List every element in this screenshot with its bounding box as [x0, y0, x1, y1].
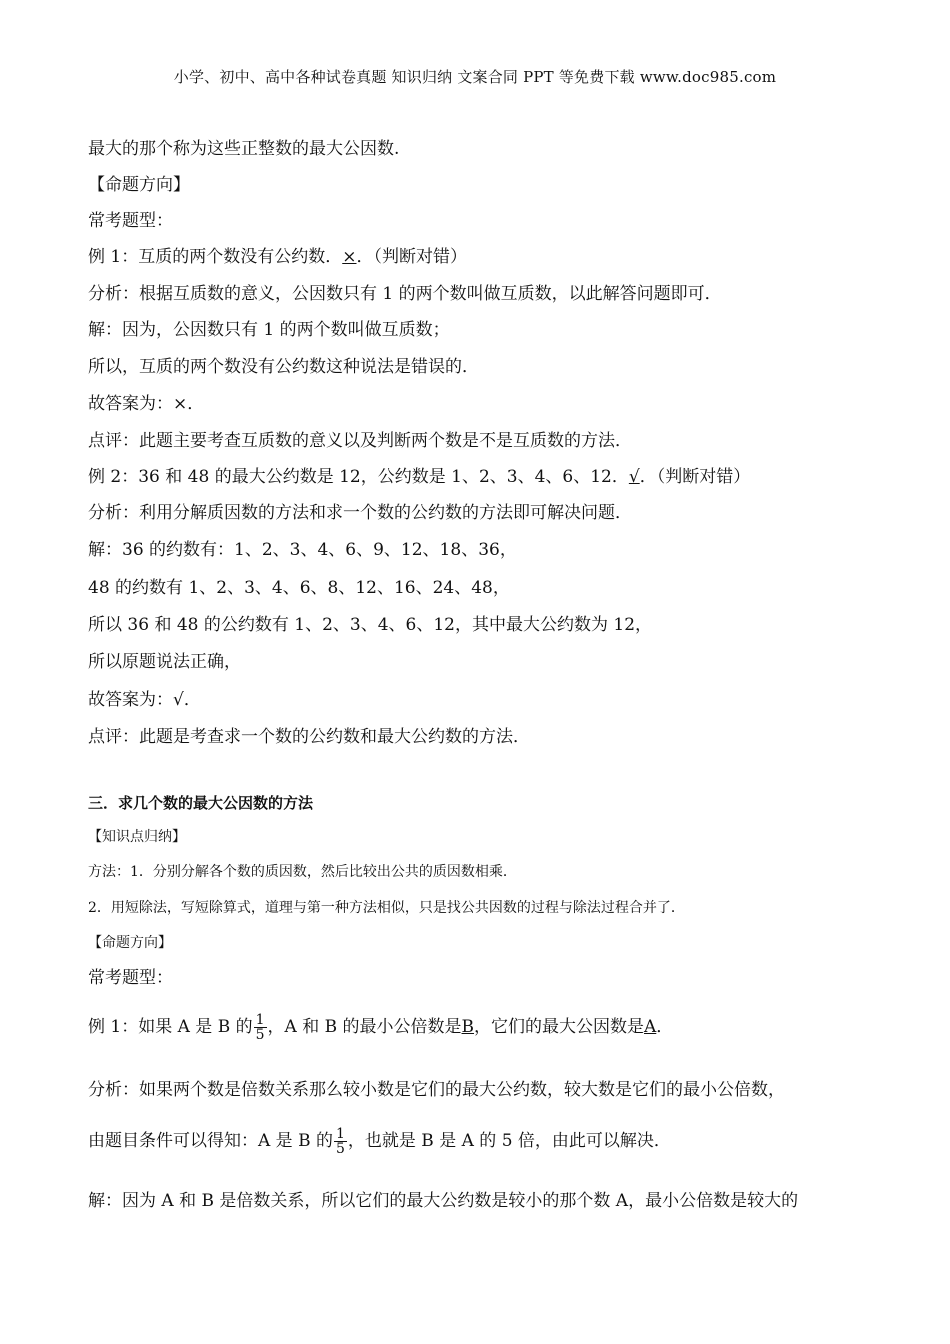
example-2-question: 例 2：36 和 48 的最大公约数是 12，公约数是 1、2、3、4、6、12．	[88, 467, 629, 487]
s3-example-1-answer-1: B	[461, 1017, 475, 1037]
section-3-example-1	[88, 1012, 673, 1042]
example-1-answer: ×	[342, 247, 357, 267]
fraction-one-fifth	[254, 1013, 267, 1042]
section-3-title: 三．求几个数的最大公因数的方法	[88, 794, 314, 812]
example-2-comment: 点评：此题是考查求一个数的公约数和最大公约数的方法．	[88, 727, 530, 747]
s3-analysis-2-prefix: 由题目条件可以得知：A 是 B 的	[88, 1131, 333, 1151]
example-1-solution-2: 所以，互质的两个数没有公约数这种说法是错误的．	[88, 357, 479, 377]
common-types-label-2: 常考题型：	[88, 968, 173, 988]
method-1: 方法：1．分别分解各个数的质因数，然后比较出公共的质因数相乘．	[88, 864, 517, 880]
example-1-analysis: 分析：根据互质数的意义，公因数只有 1 的两个数叫做互质数，以此解答问题即可．	[88, 284, 722, 304]
example-1-suffix: ．（判断对错）	[356, 247, 467, 267]
example-1-comment: 点评：此题主要考查互质数的意义以及判断两个数是不是互质数的方法．	[88, 431, 632, 451]
knowledge-heading: 【知识点归纳】	[88, 829, 186, 845]
example-2-solution-2: 48 的约数有 1、2、3、4、6、8、12、16、24、48，	[88, 578, 510, 598]
example-2-analysis: 分析：利用分解质因数的方法和求一个数的公约数的方法即可解决问题．	[88, 503, 632, 523]
fraction-numerator: 1	[255, 1012, 265, 1028]
s3-example-1-mid-2: ，它们的最大公因数是	[474, 1017, 645, 1037]
example-2-solution-4: 所以原题说法正确，	[88, 652, 241, 672]
intro-text: 最大的那个称为这些正整数的最大公因数.	[88, 139, 400, 159]
example-2-final-answer: 故答案为：√．	[88, 690, 201, 710]
example-1-final-answer: 故答案为：×．	[88, 394, 205, 414]
fraction-one-fifth-2	[334, 1127, 347, 1156]
s3-analysis-2-suffix: ，也就是 B 是 A 的 5 倍，由此可以解决．	[347, 1131, 671, 1151]
fraction-denominator: 5	[255, 1027, 265, 1043]
example-1	[88, 242, 467, 267]
s3-analysis-1: 分析：如果两个数是倍数关系那么较小数是它们的最大公约数，较大数是它们的最小公倍数，	[88, 1080, 785, 1100]
page-header: 小学、初中、高中各种试卷真题 知识归纳 文案合同 PPT 等免费下载 www.doc985.com	[173, 68, 777, 86]
s3-analysis-2	[88, 1126, 671, 1156]
example-2-answer: √	[628, 467, 640, 487]
s3-example-1-suffix: ．	[656, 1017, 674, 1037]
s3-example-1-prefix: 例 1：如果 A 是 B 的	[88, 1017, 253, 1037]
example-2	[88, 462, 750, 487]
s3-example-1-mid: ，A 和 B 的最小公倍数是	[267, 1017, 462, 1037]
example-2-solution-3: 所以 36 和 48 的公约数有 1、2、3、4、6、12，其中最大公约数为 12，	[88, 615, 653, 635]
fraction-numerator-2: 1	[335, 1126, 345, 1142]
proposition-heading: 【命题方向】	[88, 175, 190, 195]
s3-solution: 解：因为 A 和 B 是倍数关系，所以它们的最大公约数是较小的那个数 A，最小公倍数是较大的	[88, 1191, 799, 1211]
common-types-label: 常考题型：	[88, 211, 173, 231]
example-2-suffix: ．（判断对错）	[639, 467, 751, 487]
example-1-question: 例 1：互质的两个数没有公约数．	[88, 247, 343, 267]
fraction-denominator-2: 5	[335, 1141, 345, 1157]
method-2: 2．用短除法，写短除算式，道理与第一种方法相似，只是找公共因数的过程与除法过程合并了．	[88, 900, 685, 916]
s3-example-1-answer-2: A	[644, 1017, 657, 1037]
example-1-solution-1: 解：因为，公因数只有 1 的两个数叫做互质数；	[88, 320, 450, 340]
proposition-heading-2: 【命题方向】	[88, 935, 172, 951]
example-2-solution-1: 解：36 的约数有：1、2、3、4、6、9、12、18、36，	[88, 540, 517, 560]
